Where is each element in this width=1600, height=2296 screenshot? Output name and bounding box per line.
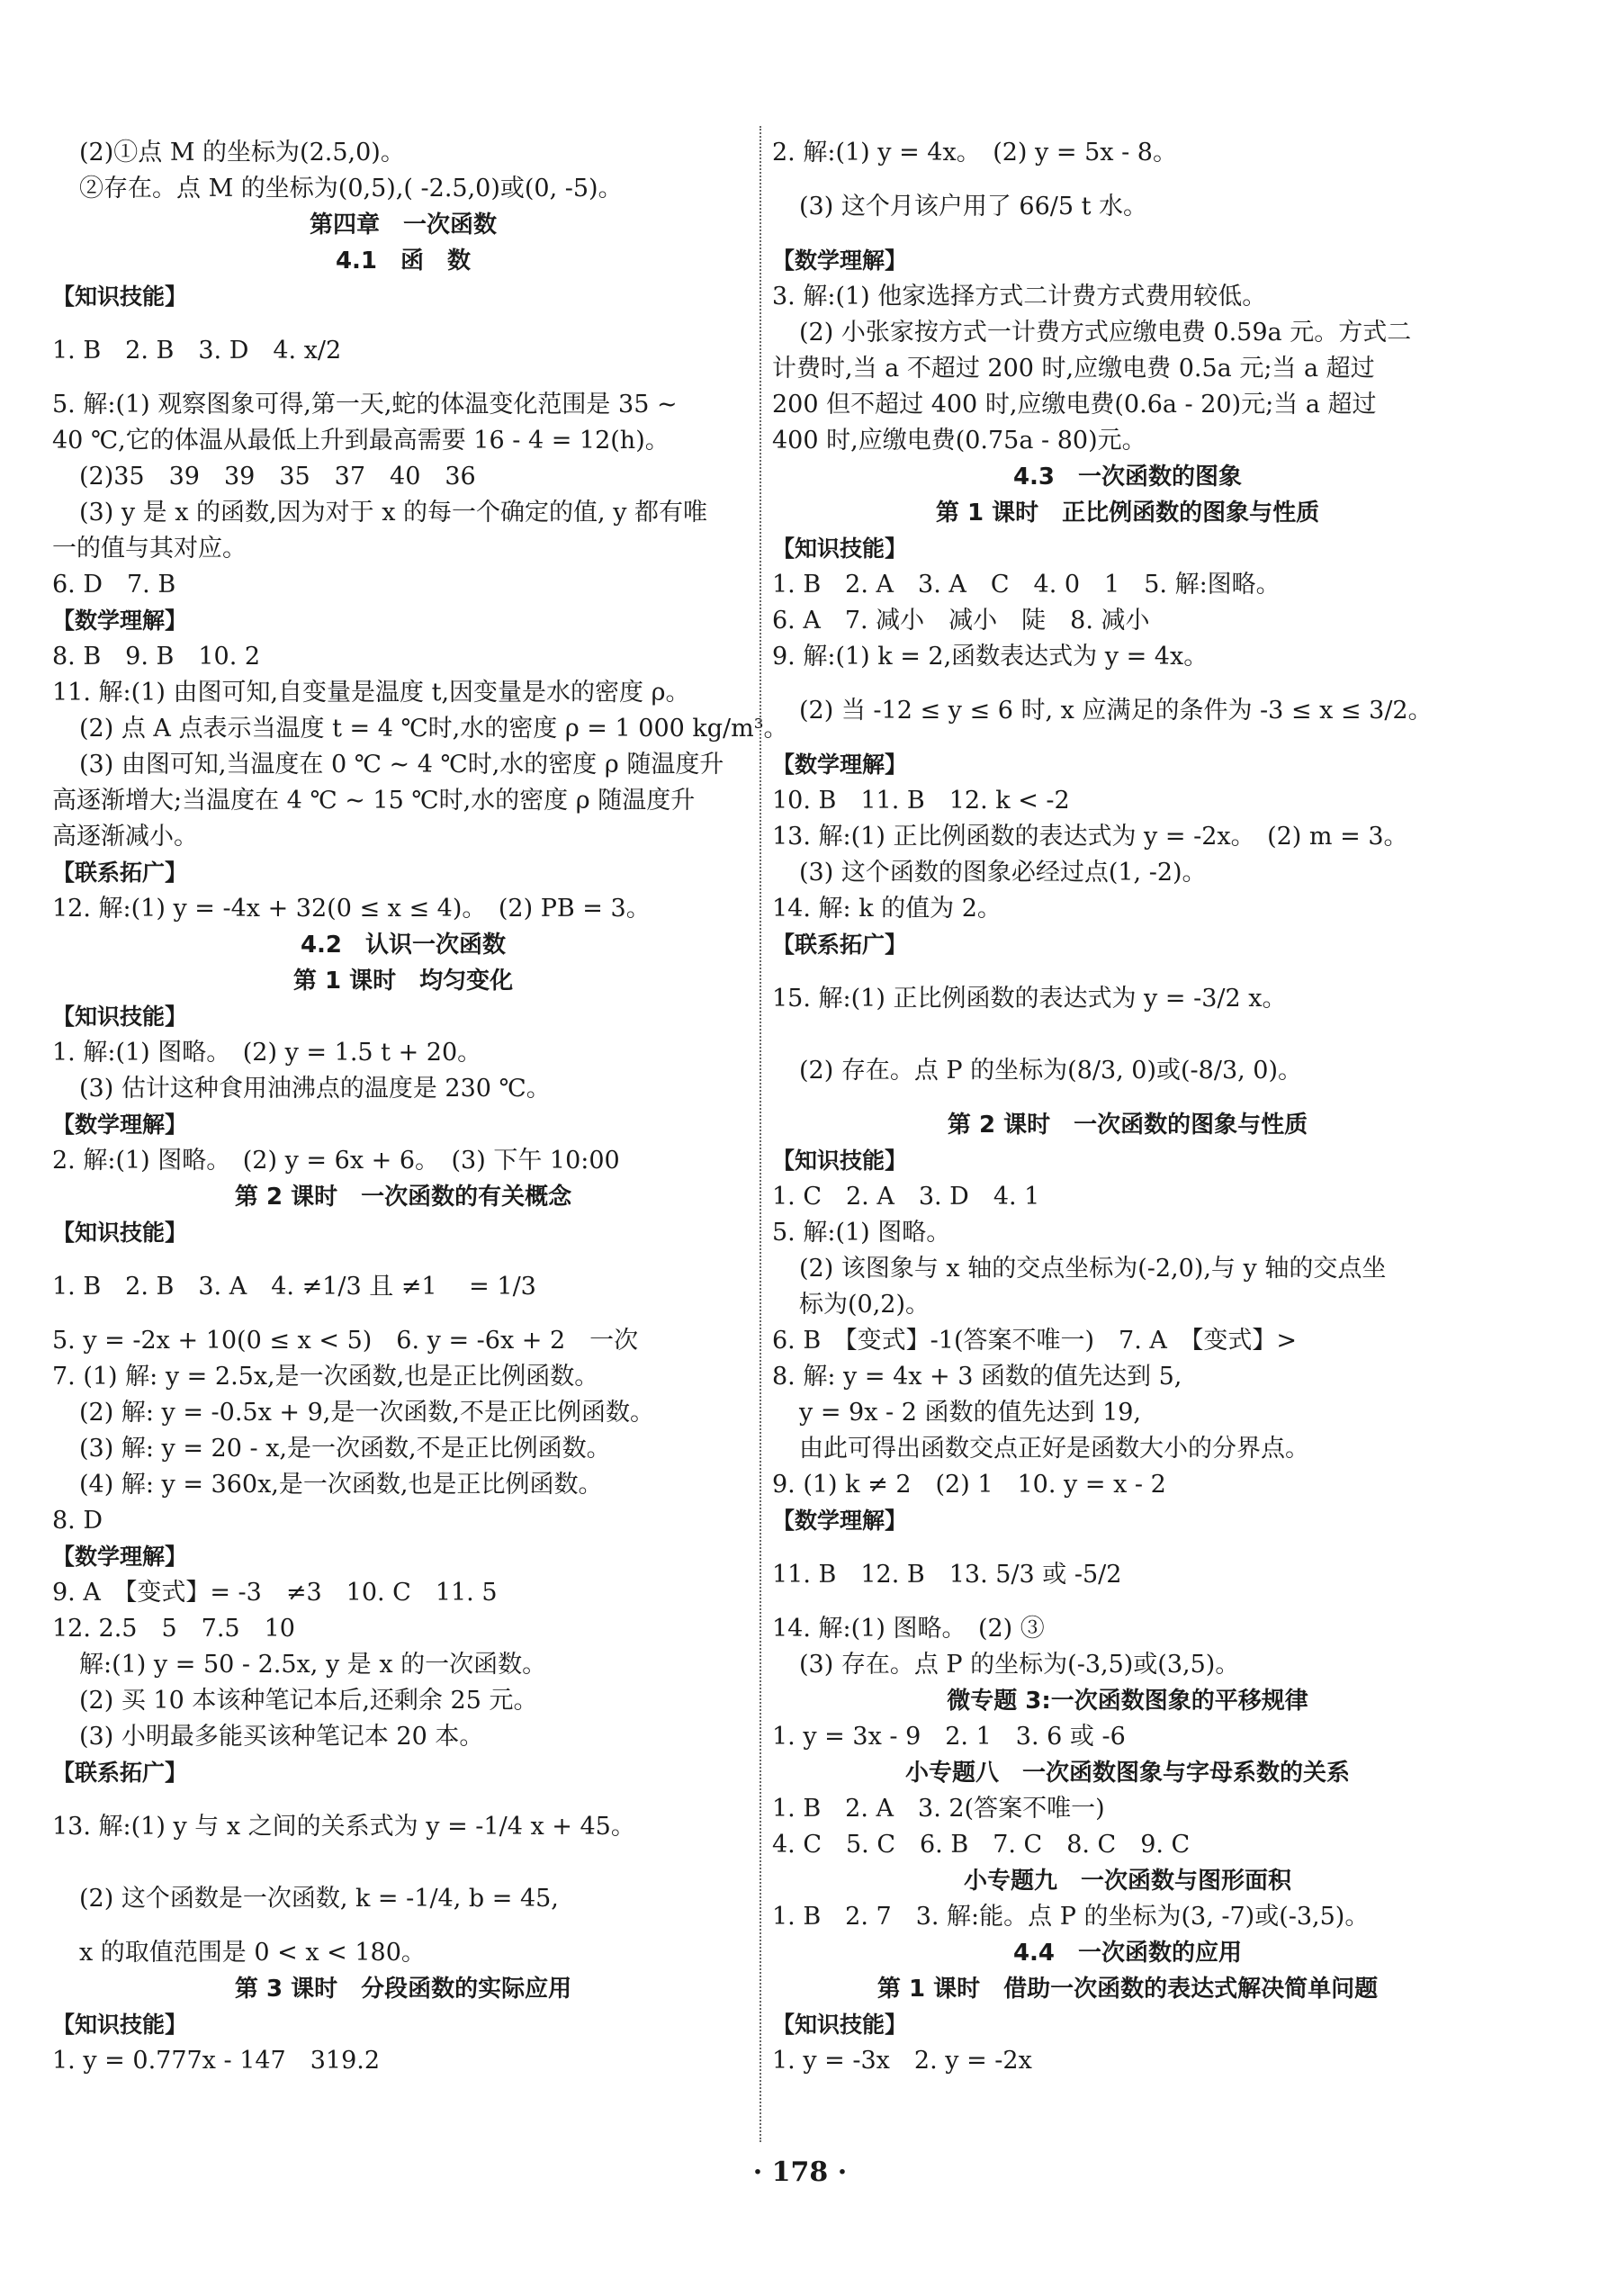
answer-line: 13. 解:(1) 正比例函数的表达式为 y = -2x。 (2) m = 3。 [772,823,1408,851]
answer-line: 1. y = -3x 2. y = -2x [772,2047,1032,2075]
answer-line: (2) 解: y = -0.5x + 9,是一次函数,不是正比例函数。 [79,1399,654,1427]
answer-line: 8. B 9. B 10. 2 [52,643,261,671]
section-label: 【数学理解】 [772,1508,908,1534]
answer-line: 1. 解:(1) 图略。 (2) y = 1.5 t + 20。 [52,1039,482,1067]
section-label: 【知识技能】 [772,2012,908,2038]
answer-line: (3) 小明最多能买该种笔记本 20 本。 [79,1723,484,1751]
answer-line: 11. B 12. B 13. 5/3 或 -5/2 [772,1561,1122,1589]
section-label: 【知识技能】 [52,1220,188,1246]
answer-line: 8. D [52,1507,103,1535]
answer-line: 4. C 5. C 6. B 7. C 8. C 9. C [772,1831,1191,1859]
right-column [772,135,1483,2079]
answer-line: 高逐渐减小。 [52,823,198,851]
answer-line: 5. 解:(1) 图略。 [772,1219,951,1247]
chapter-heading: 4.2 认识一次函数 [300,932,507,959]
column-divider [760,126,761,2142]
chapter-heading: 第 2 课时 一次函数的图象与性质 [947,1112,1308,1139]
answer-line: 15. 解:(1) 正比例函数的表达式为 y = -3/2 x。 [772,985,1287,1013]
answer-line: 200 但不超过 400 时,应缴电费(0.6a - 20)元;当 a 超过 [772,391,1377,419]
answer-line: ②存在。点 M 的坐标为(0,5),( -2.5,0)或(0, -5)。 [79,175,623,203]
answer-line: 5. y = -2x + 10(0 ≤ x < 5) 6. y = -6x + 2 一次 [52,1327,639,1355]
section-label: 【知识技能】 [52,284,188,310]
answer-line: 13. 解:(1) y 与 x 之间的关系式为 y = -1/4 x + 45。 [52,1813,635,1841]
answer-line: 8. 解: y = 4x + 3 函数的值先达到 5, [772,1363,1182,1391]
answer-line: x 的取值范围是 0 < x < 180。 [79,1939,426,1967]
answer-line: 由此可得出函数交点正好是函数大小的分界点。 [799,1435,1309,1463]
answer-line: 1. y = 3x - 9 2. 1 3. 6 或 -6 [772,1723,1126,1751]
answer-line: (3) 估计这种食用油沸点的温度是 230 ℃。 [79,1075,551,1103]
answer-line: (3) 存在。点 P 的坐标为(-3,5)或(3,5)。 [799,1651,1240,1679]
answer-line: 一的值与其对应。 [52,535,247,563]
section-label: 【数学理解】 [772,248,908,274]
answer-line: 9. 解:(1) k = 2,函数表达式为 y = 4x。 [772,643,1209,671]
answer-line: 6. A 7. 减小 减小 陡 8. 减小 [772,607,1150,635]
answer-line: 12. 2.5 5 7.5 10 [52,1615,295,1643]
section-label: 【联系拓广】 [52,860,188,886]
answer-line: 1. B 2. 7 3. 解:能。点 P 的坐标为(3, -7)或(-3,5)。 [772,1903,1370,1931]
answer-line: 7. (1) 解: y = 2.5x,是一次函数,也是正比例函数。 [52,1363,599,1391]
section-label: 【知识技能】 [772,536,908,562]
answer-line: (2) 当 -12 ≤ y ≤ 6 时, x 应满足的条件为 -3 ≤ x ≤ 3/2。 [799,697,1433,725]
chapter-heading: 第 3 课时 分段函数的实际应用 [234,1976,572,2003]
answer-line: 400 时,应缴电费(0.75a - 80)元。 [772,427,1146,455]
section-label: 【联系拓广】 [772,932,908,958]
answer-line: y = 9x - 2 函数的值先达到 19, [799,1399,1142,1427]
answer-line: 计费时,当 a 不超过 200 时,应缴电费 0.5a 元;当 a 超过 [772,355,1375,383]
chapter-heading: 小专题九 一次函数与图形面积 [963,1868,1291,1895]
answer-line: (2) 点 A 点表示当温度 t = 4 ℃时,水的密度 ρ = 1 000 kg/m³。 [79,715,788,743]
answer-line: 2. 解:(1) 图略。 (2) y = 6x + 6。 (3) 下午 10:00 [52,1147,620,1175]
answer-line: 12. 解:(1) y = -4x + 32(0 ≤ x ≤ 4)。 (2) PB = 3。 [52,895,651,923]
answer-line: 2. 解:(1) y = 4x。 (2) y = 5x - 8。 [772,139,1177,167]
answer-line: (2)①点 M 的坐标为(2.5,0)。 [79,139,405,167]
section-label: 【数学理解】 [52,1544,188,1570]
chapter-heading: 小专题八 一次函数图象与字母系数的关系 [904,1760,1350,1787]
answer-line: (3) 这个月该户用了 66/5 t 水。 [799,193,1148,221]
answer-line: 6. D 7. B [52,571,176,599]
answer-line: (2)35 39 39 35 37 40 36 [79,463,476,491]
answer-line: 标为(0,2)。 [799,1291,930,1319]
answer-line: 1. B 2. A 3. A C 4. 0 1 5. 解:图略。 [772,571,1281,599]
chapter-heading: 第四章 一次函数 [309,212,497,239]
answer-line: 6. B 【变式】-1(答案不唯一) 7. A 【变式】> [772,1327,1298,1355]
answer-line: 9. (1) k ≠ 2 (2) 1 10. y = x - 2 [772,1471,1166,1499]
chapter-heading: 4.1 函 数 [335,248,472,275]
chapter-heading: 第 1 课时 借助一次函数的表达式解决简单问题 [876,1976,1379,2003]
chapter-heading: 4.4 一次函数的应用 [1012,1940,1243,1967]
answer-line: 1. B 2. B 3. D 4. x/2 [52,337,342,365]
section-label: 【知识技能】 [772,1148,908,1174]
answer-line: (2) 这个函数是一次函数, k = -1/4, b = 45, [79,1885,559,1913]
chapter-heading: 第 2 课时 一次函数的有关概念 [234,1184,572,1211]
section-label: 【数学理解】 [52,1112,188,1138]
answer-line: 1. y = 0.777x - 147 319.2 [52,2047,381,2075]
answer-line: 14. 解: k 的值为 2。 [772,895,1002,923]
section-label: 【知识技能】 [52,2012,188,2038]
answer-line: (3) 这个函数的图象必经过点(1, -2)。 [799,859,1207,887]
answer-line: 1. B 2. A 3. 2(答案不唯一) [772,1795,1105,1823]
chapter-heading: 第 1 课时 正比例函数的图象与性质 [935,500,1320,527]
answer-line: 40 ℃,它的体温从最低上升到最高需要 16 - 4 = 12(h)。 [52,427,670,455]
answer-line: 解:(1) y = 50 - 2.5x, y 是 x 的一次函数。 [79,1651,547,1679]
answer-line: 3. 解:(1) 他家选择方式二计费方式费用较低。 [772,283,1267,311]
answer-line: 11. 解:(1) 由图可知,自变量是温度 t,因变量是水的密度 ρ。 [52,679,690,707]
answer-line: (2) 小张家按方式一计费方式应缴电费 0.59a 元。方式二 [799,319,1412,347]
answer-line: (2) 该图象与 x 轴的交点坐标为(-2,0),与 y 轴的交点坐 [799,1255,1387,1283]
answer-line: (3) 由图可知,当温度在 0 ℃ ~ 4 ℃时,水的密度 ρ 随温度升 [79,751,724,779]
answer-line: 10. B 11. B 12. k < -2 [772,787,1070,815]
section-label: 【知识技能】 [52,1004,188,1030]
answer-line: (2) 存在。点 P 的坐标为(8/3, 0)或(-8/3, 0)。 [799,1057,1303,1085]
answer-line: 高逐渐增大;当温度在 4 ℃ ~ 15 ℃时,水的密度 ρ 随温度升 [52,787,696,815]
page-number: · 178 · [752,2156,848,2188]
answer-line: 1. B 2. B 3. A 4. ≠1/3 且 ≠1 = 1/3 [52,1273,536,1301]
section-label: 【数学理解】 [772,752,908,778]
answer-line: (3) y 是 x 的函数,因为对于 x 的每一个确定的值, y 都有唯 [79,499,708,527]
answer-line: (4) 解: y = 360x,是一次函数,也是正比例函数。 [79,1471,603,1499]
chapter-heading: 微专题 3:一次函数图象的平移规律 [947,1688,1308,1715]
left-column [52,135,788,2079]
chapter-heading: 4.3 一次函数的图象 [1012,464,1243,491]
answer-line: (3) 解: y = 20 - x,是一次函数,不是正比例函数。 [79,1435,611,1463]
answer-line: 5. 解:(1) 观察图象可得,第一天,蛇的体温变化范围是 35 ~ [52,391,678,419]
section-label: 【数学理解】 [52,608,188,634]
chapter-heading: 第 1 课时 均匀变化 [292,968,514,995]
answer-line: 14. 解:(1) 图略。 (2) ③ [772,1615,1045,1643]
section-label: 【联系拓广】 [52,1760,188,1786]
answer-line: 9. A 【变式】= -3 ≠3 10. C 11. 5 [52,1579,498,1607]
answer-line: 1. C 2. A 3. D 4. 1 [772,1183,1040,1211]
answer-line: (2) 买 10 本该种笔记本后,还剩余 25 元。 [79,1687,538,1715]
